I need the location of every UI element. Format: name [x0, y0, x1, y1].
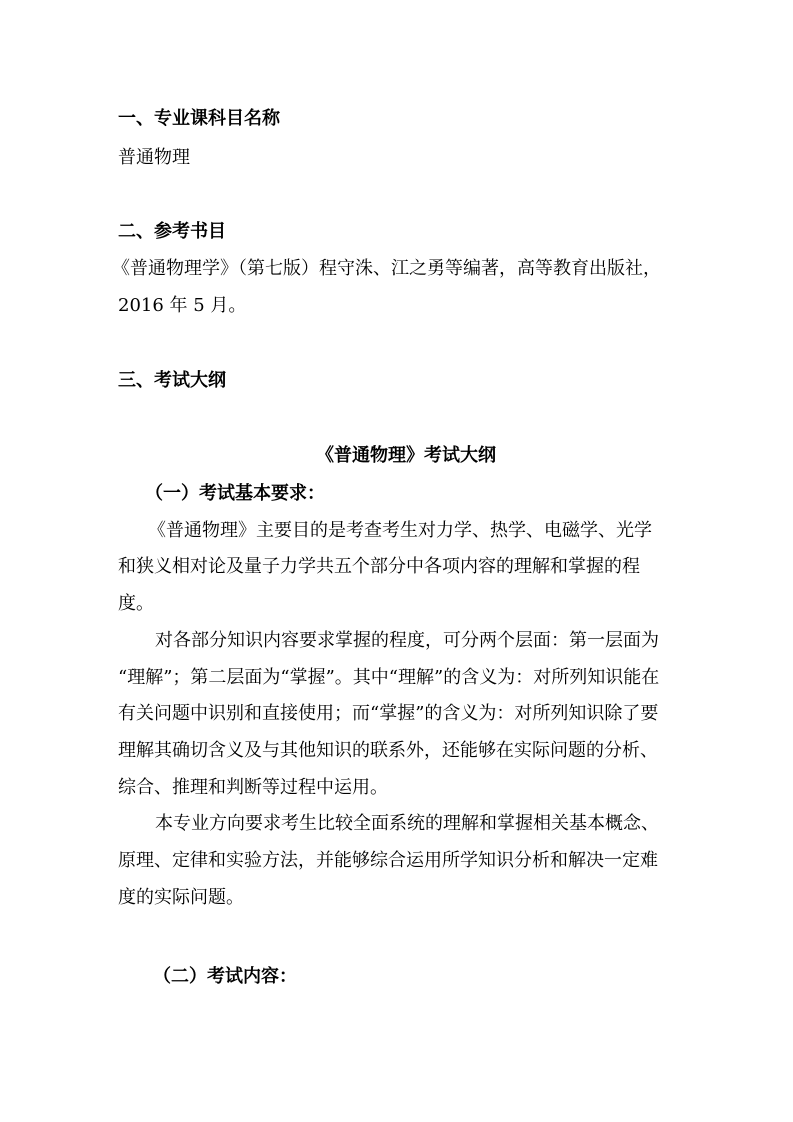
paragraph-line: 对各部分知识内容要求掌握的程度，可分两个层面：第一层面为 [155, 630, 659, 651]
paragraph-line: “理解”；第二层面为“掌握”。其中“理解”的含义为：对所列知识能在 [118, 667, 660, 688]
outline-title: 《普通物理》考试大纲 [316, 445, 496, 466]
reference-line: 2016 年 5 月。 [118, 295, 247, 316]
paragraph-line: 《普通物理》主要目的是考查考生对力学、热学、电磁学、光学 [148, 520, 652, 541]
paragraph-line: 度的实际问题。 [118, 887, 244, 908]
part1-heading: （一）考试基本要求： [145, 483, 325, 504]
section-heading-subject: 一、专业课科目名称 [118, 108, 280, 129]
part2-heading: （二）考试内容： [153, 966, 297, 987]
section-heading-outline: 三、考试大纲 [118, 370, 226, 391]
paragraph-line: 综合、推理和判断等过程中运用。 [118, 777, 388, 798]
paragraph-line: 原理、定律和实验方法，并能够综合运用所学知识分析和解决一定难 [118, 850, 658, 871]
subject-name: 普通物理 [118, 147, 190, 168]
paragraph-line: 理解其确切含义及与其他知识的联系外，还能够在实际问题的分析、 [118, 740, 658, 761]
paragraph-line: 有关问题中识别和直接使用；而“掌握”的含义为：对所列知识除了要 [118, 703, 659, 724]
paragraph-line: 和狭义相对论及量子力学共五个部分中各项内容的理解和掌握的程 [118, 556, 640, 577]
paragraph-line: 本专业方向要求考生比较全面系统的理解和掌握相关基本概念、 [155, 813, 659, 834]
reference-line: 《普通物理学》（第七版）程守洙、江之勇等编著，高等教育出版社， [112, 258, 661, 279]
section-heading-references: 二、参考书目 [118, 221, 226, 242]
paragraph-line: 度。 [118, 593, 154, 614]
